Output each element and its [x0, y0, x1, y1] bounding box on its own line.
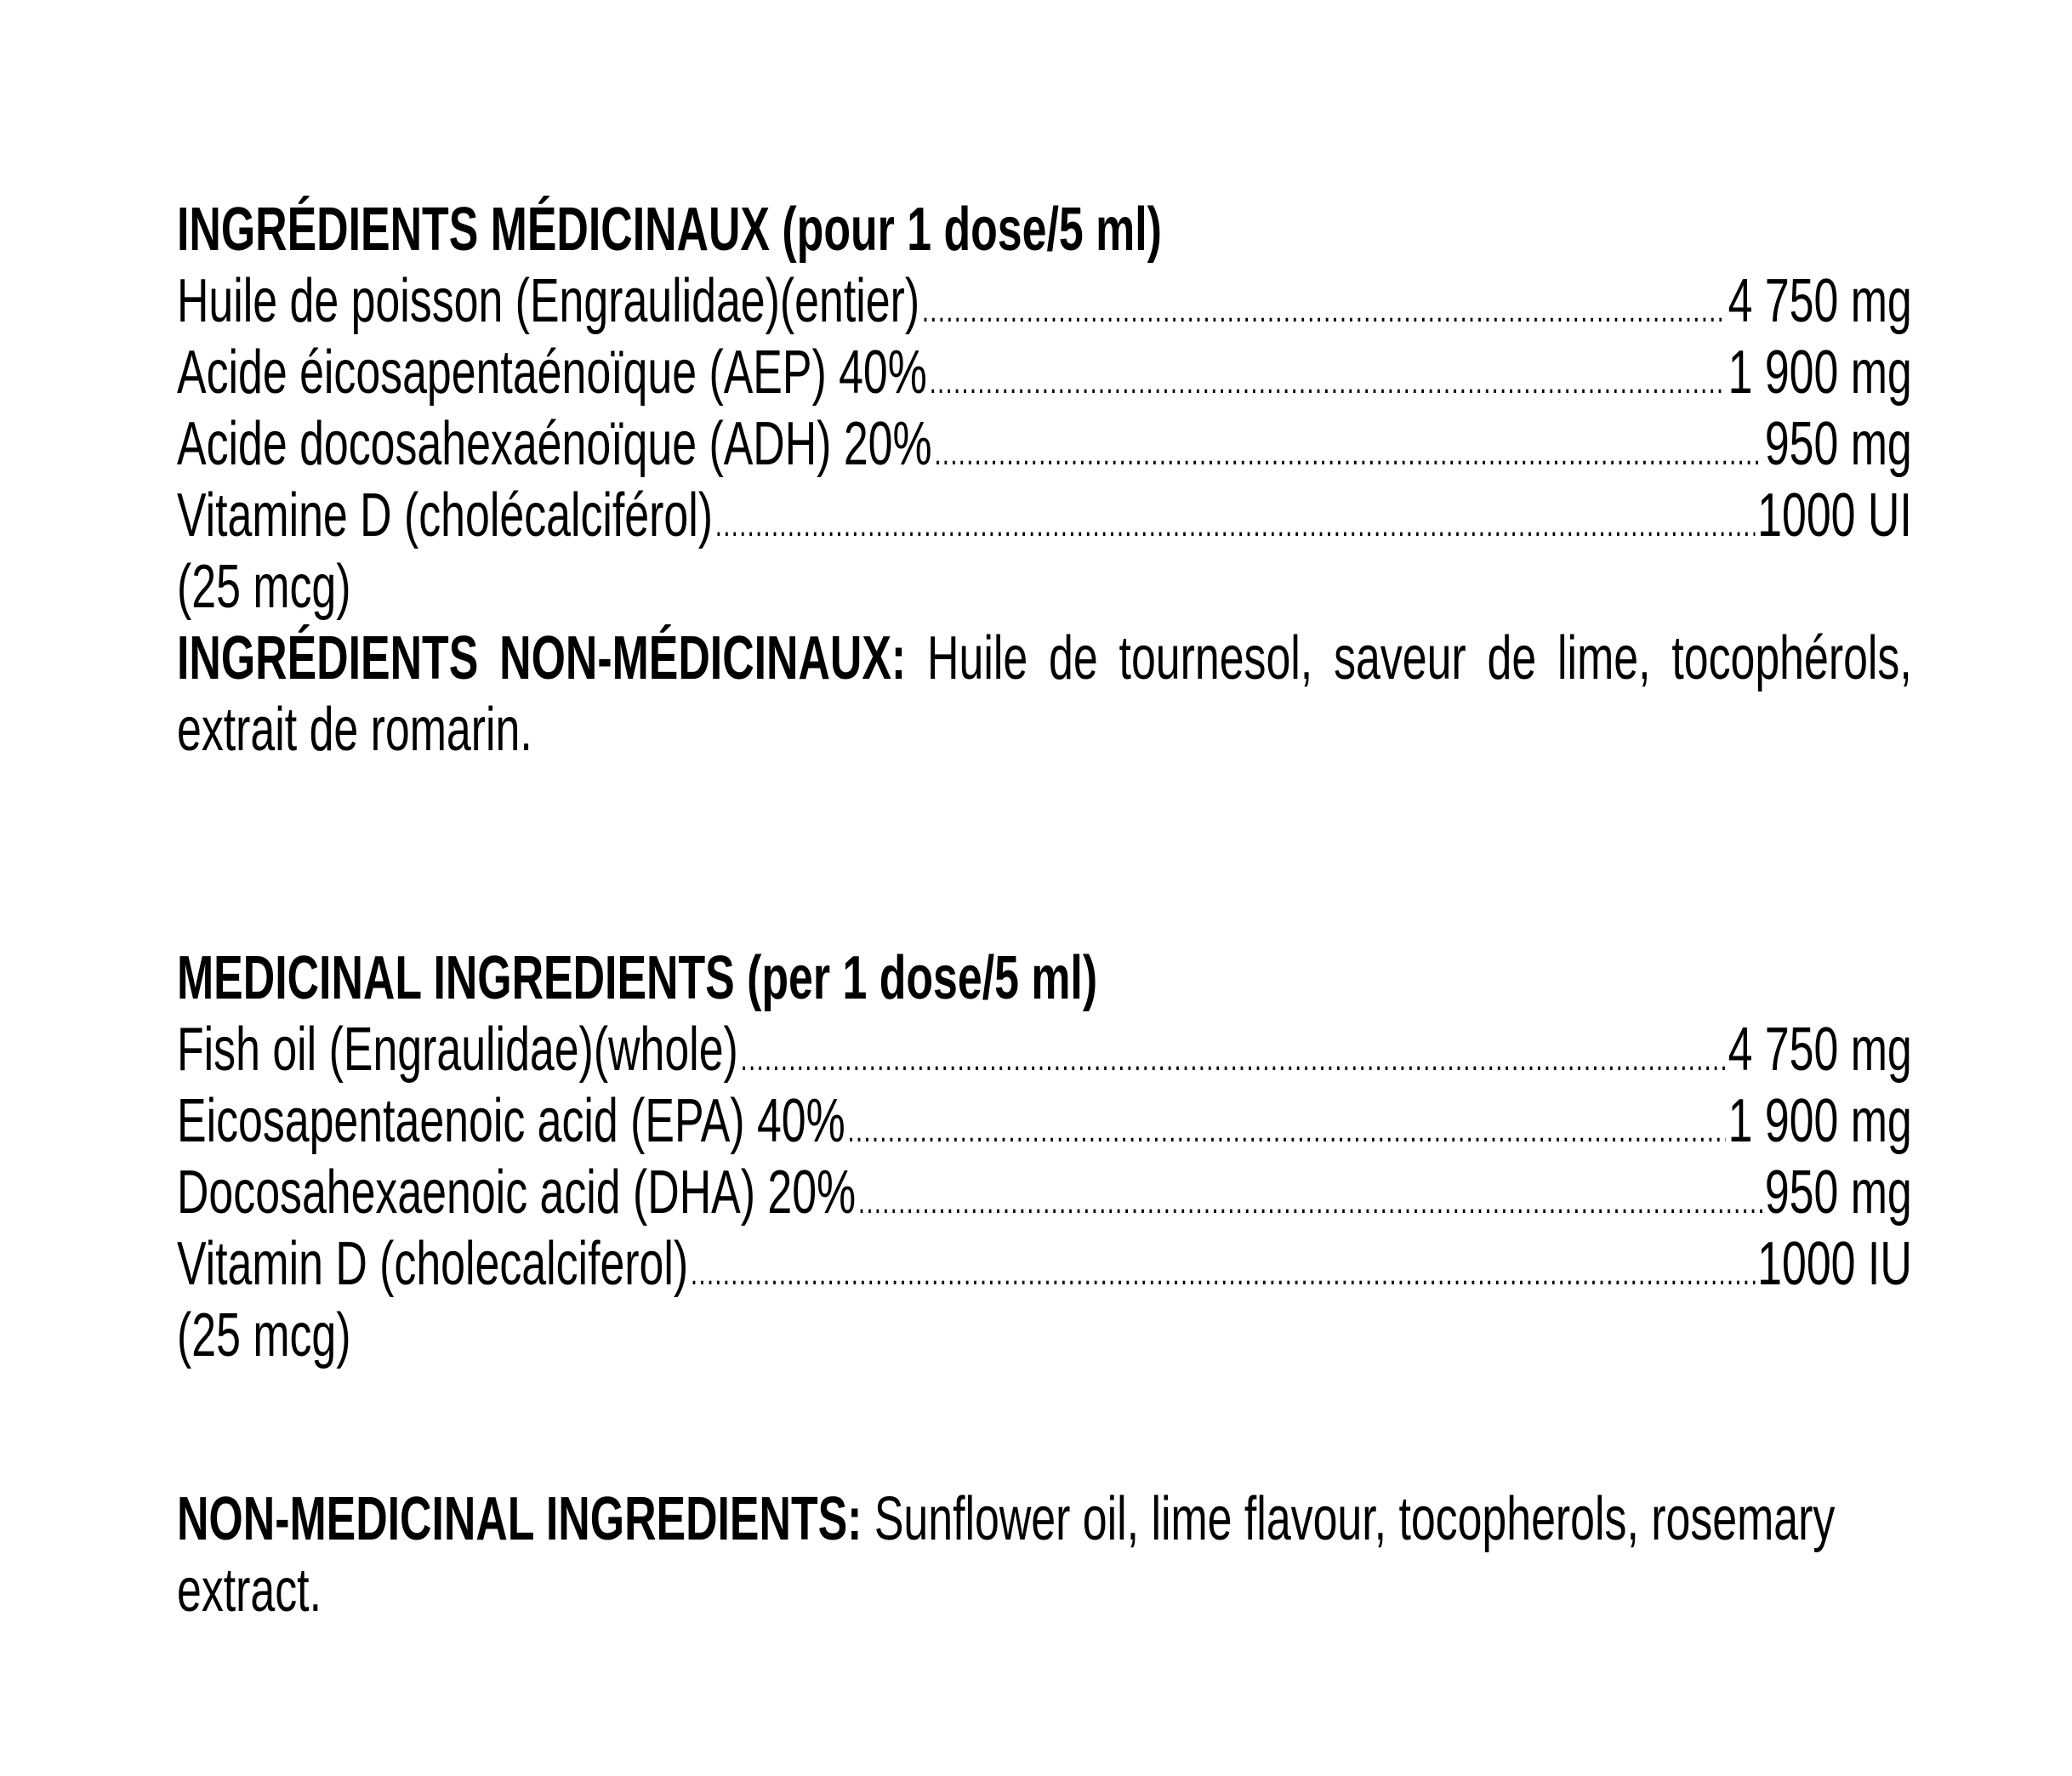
dot-leader — [934, 418, 1762, 480]
en-ingredient-row — [177, 1228, 1912, 1300]
fr-ingredient-row — [177, 480, 1912, 551]
ingredient-name: Huile de poisson (Engraulidae)(entier) — [177, 267, 920, 335]
en-ingredient-row — [177, 1157, 1912, 1228]
ingredient-name: Vitamin D (cholecalciferol) — [177, 1230, 689, 1298]
ingredient-amount: 4 750 mg — [1728, 267, 1912, 335]
dot-leader — [715, 489, 1755, 551]
ingredient-name: Acide éicosapentaénoïque (AEP) 40% — [177, 339, 927, 407]
fr-ingredient-row — [177, 408, 1912, 480]
dot-leader — [930, 346, 1726, 408]
en-vitamin-d-mcg: (25 mcg) — [177, 1301, 351, 1369]
ingredient-name: Fish oil (Engraulidae)(whole) — [177, 1016, 738, 1084]
ingredient-name: Docosahexaenoic acid (DHA) 20% — [177, 1158, 857, 1227]
ingredient-amount: 1000 IU — [1757, 1230, 1912, 1298]
dot-leader — [848, 1095, 1726, 1157]
ingredient-amount: 950 mg — [1764, 410, 1912, 478]
en-ingredient-row — [177, 1085, 1912, 1157]
ingredient-amount: 1 900 mg — [1728, 1087, 1912, 1155]
ingredient-amount: 4 750 mg — [1728, 1016, 1912, 1084]
ingredient-amount: 1000 UI — [1757, 481, 1912, 549]
en-nonmedicinal-label: NON-MEDICINAL INGREDIENTS: — [177, 1485, 862, 1553]
en-ingredients-panel — [177, 942, 1912, 1371]
fr-nonmedicinal-label: INGRÉDIENTS NON-MÉDICINAUX: — [177, 624, 907, 692]
ingredient-amount: 950 mg — [1764, 1158, 1912, 1227]
en-nonmedicinal-section — [177, 1483, 1912, 1626]
fr-nonmedicinal-text: Huile de tournesol, saveur de lime, tocophérols, extrait de romarin. — [177, 624, 1912, 764]
dot-leader — [922, 275, 1726, 337]
fr-nonmedicinal-section — [177, 623, 1912, 766]
fr-ingredients-panel — [177, 194, 1912, 766]
dot-leader — [691, 1238, 1755, 1300]
fr-medicinal-heading: INGRÉDIENTS MÉDICINAUX (pour 1 dose/5 ml) — [177, 196, 1162, 264]
en-nonmedicinal-text: Sunflower oil, lime flavour, tocopherols, rosemary extract. — [177, 1485, 1836, 1625]
en-ingredient-row — [177, 1014, 1912, 1085]
ingredient-name: Vitamine D (cholécalciférol) — [177, 481, 714, 549]
ingredient-name: Eicosapentaenoic acid (EPA) 40% — [177, 1087, 845, 1155]
dot-leader — [858, 1166, 1762, 1228]
ingredient-amount: 1 900 mg — [1728, 339, 1912, 407]
dot-leader — [741, 1023, 1726, 1085]
en-medicinal-heading: MEDICINAL INGREDIENTS (per 1 dose/5 ml) — [177, 944, 1098, 1012]
ingredient-name: Acide docosahexaénoïque (ADH) 20% — [177, 410, 932, 478]
fr-ingredient-row — [177, 265, 1912, 337]
fr-ingredient-row — [177, 337, 1912, 408]
fr-vitamin-d-mcg: (25 mcg) — [177, 553, 351, 621]
